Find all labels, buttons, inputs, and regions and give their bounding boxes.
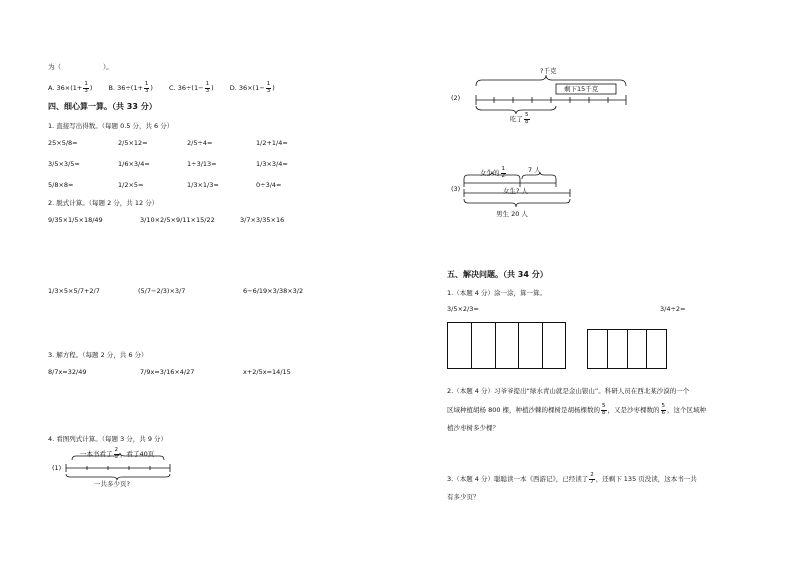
d3-number: (3) xyxy=(451,185,461,193)
q2-title: 2. 脱式计算。（每题 2 分，共 12 分） xyxy=(48,199,159,207)
choice-d[interactable]: D. 36×(1− $\frac{1}{3}$ ) xyxy=(229,81,275,94)
q1-item[interactable]: 25×5/8= xyxy=(48,139,78,147)
section5-title: 五、解决问题。（共 34 分） xyxy=(447,270,548,279)
q1-title: 1. 直接写出得数。（每题 0.5 分，共 6 分） xyxy=(48,122,174,130)
s5-q1-right[interactable]: 3/4÷2= xyxy=(660,305,686,313)
s5-q2-line2: 区域种植胡杨 800 棵，种植沙棘的棵树是胡杨棵数的 $\frac{5}{8}$ ，又是沙枣棵数的 $\frac{5}{6}$ ，这个区域种 xyxy=(447,403,707,416)
q2-item[interactable]: (5/7−2/3)×3/7 xyxy=(138,287,186,295)
q2-item[interactable]: 9/35×1/5×18/49 xyxy=(48,216,103,224)
q1-item[interactable]: 1/2×5= xyxy=(118,181,144,189)
stub-line: 为（ ）。 xyxy=(48,63,113,71)
d1-top-label: 一本书看了 $\frac{2}{5}$ ，看了40页 xyxy=(80,447,155,460)
d3-label-b: 7 人 xyxy=(528,166,541,174)
d2-number: (2) xyxy=(451,94,461,102)
q3-title: 3. 解方程。（每题 2 分，共 6 分） xyxy=(48,351,148,359)
q2-item[interactable]: 3/10×2/5×9/11×15/22 xyxy=(140,216,215,224)
d3-label-d: 男生 20 人 xyxy=(496,210,528,218)
q1-item[interactable]: 0÷3/4= xyxy=(256,181,282,189)
shade-rect-left[interactable] xyxy=(447,322,566,369)
q1-item[interactable]: 5/8×8= xyxy=(48,181,74,189)
q1-item[interactable]: 1/3×1/3= xyxy=(187,181,219,189)
choice-c[interactable]: C. 36÷(1− $\frac{1}{3}$ ) xyxy=(169,81,214,94)
q1-item[interactable]: 1/2+1/4= xyxy=(256,139,288,147)
d2-diagram xyxy=(470,67,640,130)
d2-top-label: ?千克 xyxy=(540,67,557,75)
s5-q1-text: 1.（本题 4 分）涂一涂，算一算。 xyxy=(447,289,546,297)
s5-q3-line1: 3.（本题 4 分）聪聪读一本《西游记》，已经读了 $\frac{2}{7}$ ，还剩下 135 页没读，这本书一共 xyxy=(447,472,697,485)
shade-rect-right[interactable] xyxy=(587,329,667,369)
s5-q2-line3: 植沙枣树多少棵？ xyxy=(447,424,499,432)
q1-item[interactable]: 1/6×3/4= xyxy=(118,160,150,168)
d2-bottom-label: 吃了 $\frac{5}{8}$ xyxy=(510,112,529,125)
s5-q3-line2: 有多少页？ xyxy=(447,493,480,501)
q3-item[interactable]: x+2/5x=14/15 xyxy=(243,368,291,376)
q1-item[interactable]: 3/5×3/5= xyxy=(48,160,80,168)
q3-item[interactable]: 8/7x=32/49 xyxy=(48,368,87,376)
q1-item[interactable]: 1÷3/13= xyxy=(187,160,217,168)
choices xyxy=(48,82,275,94)
q4-title: 4. 看图列式计算。（每题 3 分，共 9 分） xyxy=(48,435,168,443)
s5-q1-left[interactable]: 3/5×2/3= xyxy=(447,305,479,313)
q1-item[interactable]: 2/5×12= xyxy=(118,139,148,147)
d3-label-a: 女生的 $\frac{1}{2}$ xyxy=(480,166,505,179)
q1-item[interactable]: 1/3×3/4= xyxy=(256,160,288,168)
s5-q2-line1: 2.（本题 4 分）习爷爷提出“绿水青山就是金山银山”。科研人员在西北某沙漠的一个 xyxy=(447,387,690,395)
q2-item[interactable]: 1/3×5×5/7+2/7 xyxy=(48,287,100,295)
q2-item[interactable]: 3/7×3/35×16 xyxy=(240,216,285,224)
q1-item[interactable]: 2/5÷4= xyxy=(187,139,213,147)
q2-item[interactable]: 6−6/19×3/38×3/2 xyxy=(243,287,304,295)
d1-number: (1) xyxy=(52,464,62,472)
d2-right-label: 剩下15千克 xyxy=(564,85,599,93)
choice-a[interactable]: A. 36×(1+ $\frac{1}{3}$ ) xyxy=(48,81,93,94)
section4-title: 四、细心算一算。（共 33 分） xyxy=(48,102,157,111)
q3-item[interactable]: 7/9x=3/16×4/27 xyxy=(140,368,195,376)
d3-label-c: 女生? 人 xyxy=(503,187,529,195)
d1-bottom-label: 一共多少页? xyxy=(94,480,130,488)
choice-b[interactable]: B. 36÷(1+ $\frac{1}{3}$ ) xyxy=(108,81,153,94)
